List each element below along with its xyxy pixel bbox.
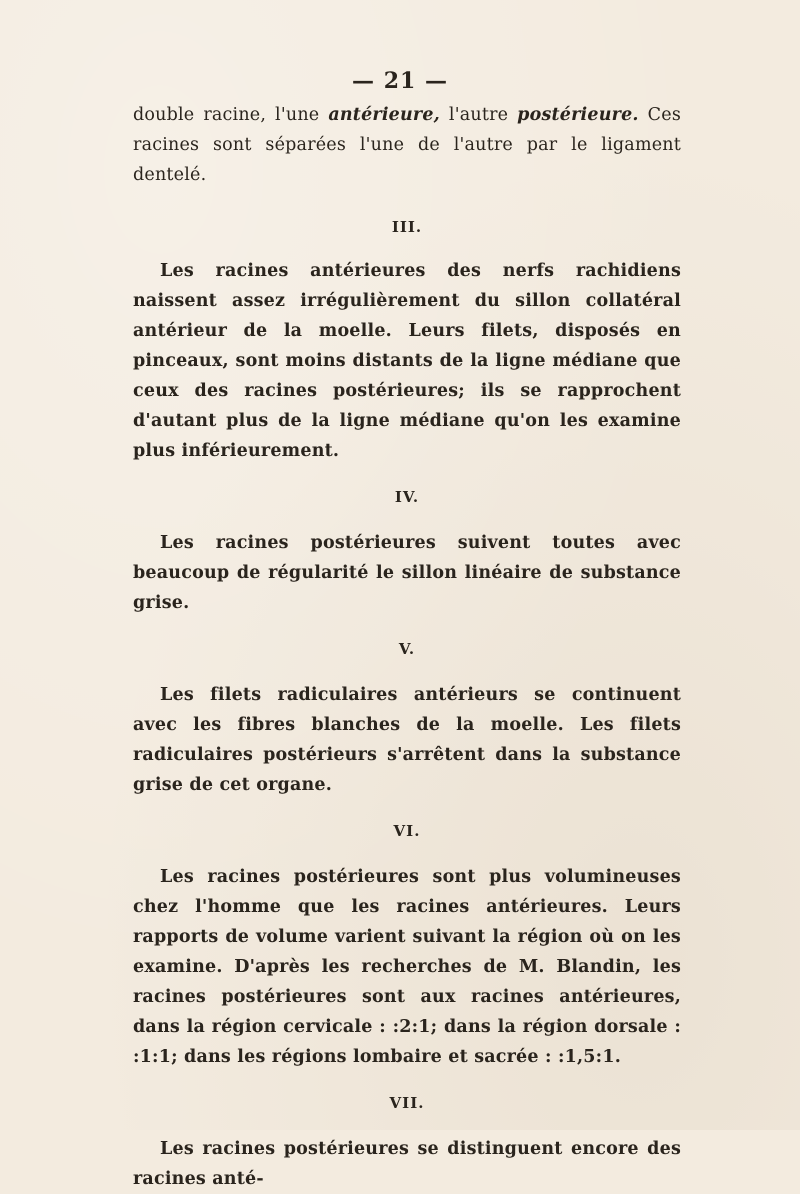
text-column [133, 100, 681, 1194]
section-heading-vii: VII. [389, 1094, 425, 1112]
intro-italic-anterieure: antérieure, [328, 105, 440, 125]
page-number: — 21 — [352, 68, 448, 94]
section-heading-iv: IV. [394, 488, 420, 506]
intro-text-2: l'autre [439, 105, 518, 125]
section-heading-iii: III. [391, 218, 423, 236]
intro-italic-posterieure: postérieure. [517, 105, 639, 125]
section-heading-vi: VI. [393, 822, 421, 840]
section-paragraph-iii: Les racines antérieures des nerfs rachidiens naissent assez irrégulièrement du sillon collatéral antérieur de la moelle. Leurs filets, disposés en pinceaux, sont moins distants de la ligne médiane que ceux des racines postérieures; ils se rapprochent d'autant plus de la ligne médiane qu'on les examine plus inférieurement. [133, 261, 681, 461]
section-paragraph-v: Les filets radiculaires antérieurs se continuent avec les fibres blanches de la moelle. Les filets radiculaires postérieurs s'arrêtent dans la substance grise de cet organe. [133, 685, 681, 795]
section-paragraph-vi: Les racines postérieures sont plus volumineuses chez l'homme que les racines antérieures. Leurs rapports de volume varient suivant la région où on les examine. D'après les recherches de M. Blandin, les racines postérieures sont aux racines antérieures, dans la région cervicale : :2:1; dans la région dorsale : :1:1; dans les régions lombaire et sacrée : :1,5:1. [133, 867, 681, 1067]
intro-paragraph [133, 100, 681, 190]
section-heading-v: V. [398, 640, 416, 658]
intro-text-3: Ces racines sont séparées l'une de l'autre par le ligament dentelé. [133, 105, 681, 185]
intro-text-1: double racine, l'une [133, 105, 329, 125]
section-paragraph-iv: Les racines postérieures suivent toutes avec beaucoup de régularité le sillon linéaire de substance grise. [133, 533, 681, 613]
section-paragraph-vii: Les racines postérieures se distinguent encore des racines anté- [133, 1139, 681, 1189]
